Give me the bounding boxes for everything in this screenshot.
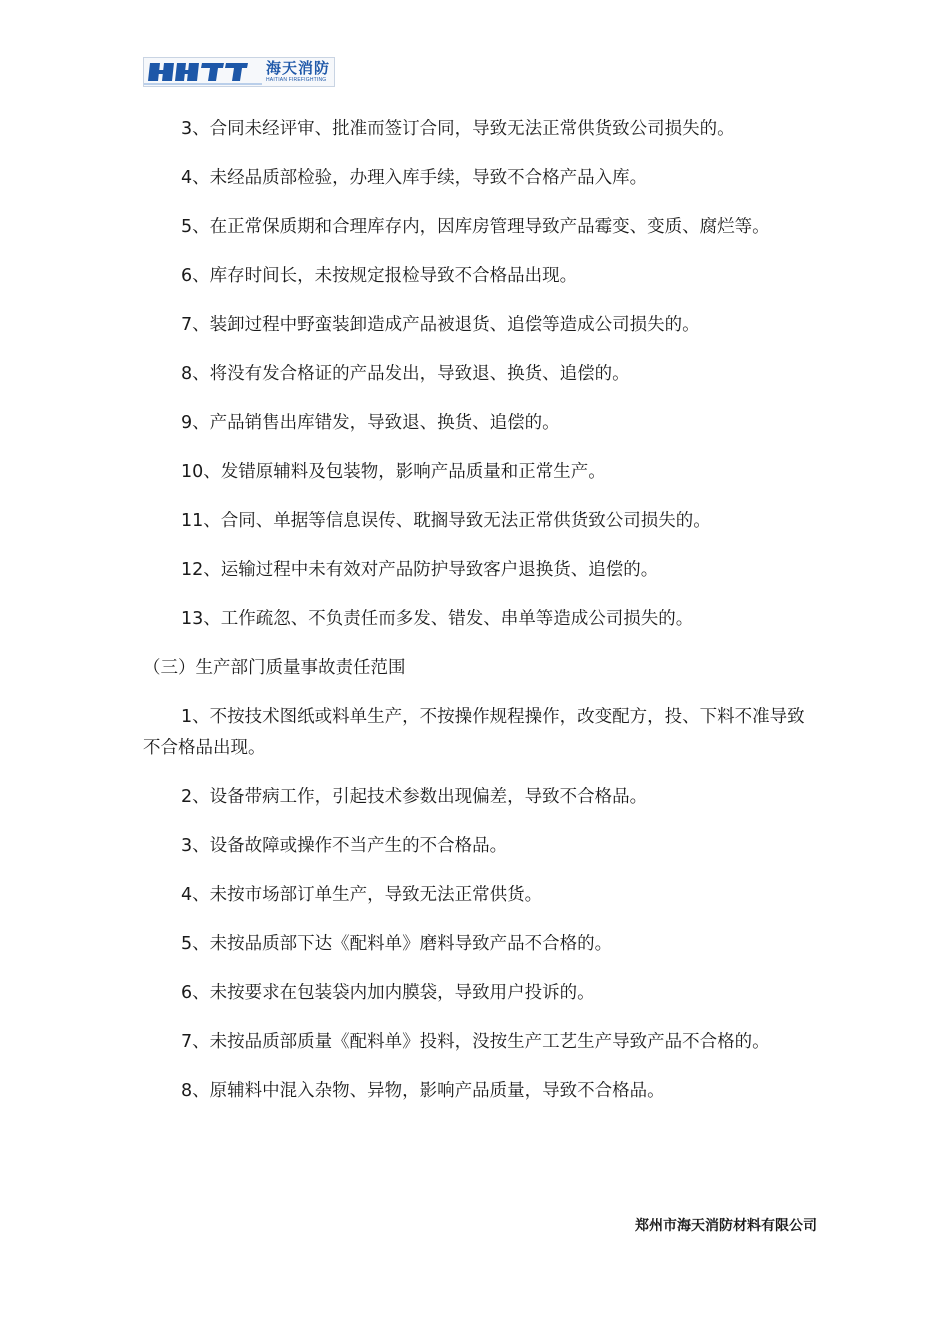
section-heading: （三）生产部门质量事故责任范围 <box>143 658 406 678</box>
paragraph: 3、合同未经评审、批准而签订合同，导致无法正常供货致公司损失的。 <box>181 119 735 139</box>
paragraph: 8、原辅料中混入杂物、异物，影响产品质量，导致不合格品。 <box>181 1081 665 1101</box>
paragraph: 8、将没有发合格证的产品发出，导致退、换货、追偿的。 <box>181 364 630 384</box>
paragraph: 9、产品销售出库错发，导致退、换货、追偿的。 <box>181 413 560 433</box>
paragraph: 10、发错原辅料及包装物，影响产品质量和正常生产。 <box>181 462 606 482</box>
logo-chinese-name: 海天消防 <box>266 59 331 77</box>
paragraph: 6、库存时间长，未按规定报检导致不合格品出现。 <box>181 266 578 286</box>
logo-english-name: HAITIAN FIREFIGHTING <box>266 77 327 83</box>
paragraph: 5、未按品质部下达《配料单》磨料导致产品不合格的。 <box>181 934 613 954</box>
logo-mark-icon <box>144 58 262 86</box>
paragraph: 2、设备带病工作，引起技术参数出现偏差，导致不合格品。 <box>181 787 648 807</box>
footer-company-name: 郑州市海天消防材料有限公司 <box>635 1218 817 1234</box>
paragraph: 5、在正常保质期和合理库存内，因库房管理导致产品霉变、变质、腐烂等。 <box>181 217 770 237</box>
paragraph: 7、装卸过程中野蛮装卸造成产品被退货、追偿等造成公司损失的。 <box>181 315 700 335</box>
company-logo <box>143 57 335 87</box>
paragraph: 11、合同、单据等信息误传、耽搁导致无法正常供货致公司损失的。 <box>181 511 711 531</box>
paragraph: 12、运输过程中未有效对产品防护导致客户退换货、追偿的。 <box>181 560 659 580</box>
paragraph: 7、未按品质部质量《配料单》投料，没按生产工艺生产导致产品不合格的。 <box>181 1032 770 1052</box>
document-body <box>143 114 813 1125</box>
paragraph: 1、不按技术图纸或料单生产，不按操作规程操作，改变配方，投、下料不准导致不合格品出现。 <box>143 707 805 758</box>
paragraph: 4、未按市场部订单生产，导致无法正常供货。 <box>181 885 543 905</box>
logo-text <box>266 61 330 83</box>
paragraph: 13、工作疏忽、不负责任而多发、错发、串单等造成公司损失的。 <box>181 609 694 629</box>
paragraph: 6、未按要求在包装袋内加内膜袋，导致用户投诉的。 <box>181 983 595 1003</box>
paragraph: 3、设备故障或操作不当产生的不合格品。 <box>181 836 508 856</box>
paragraph: 4、未经品质部检验，办理入库手续，导致不合格产品入库。 <box>181 168 648 188</box>
